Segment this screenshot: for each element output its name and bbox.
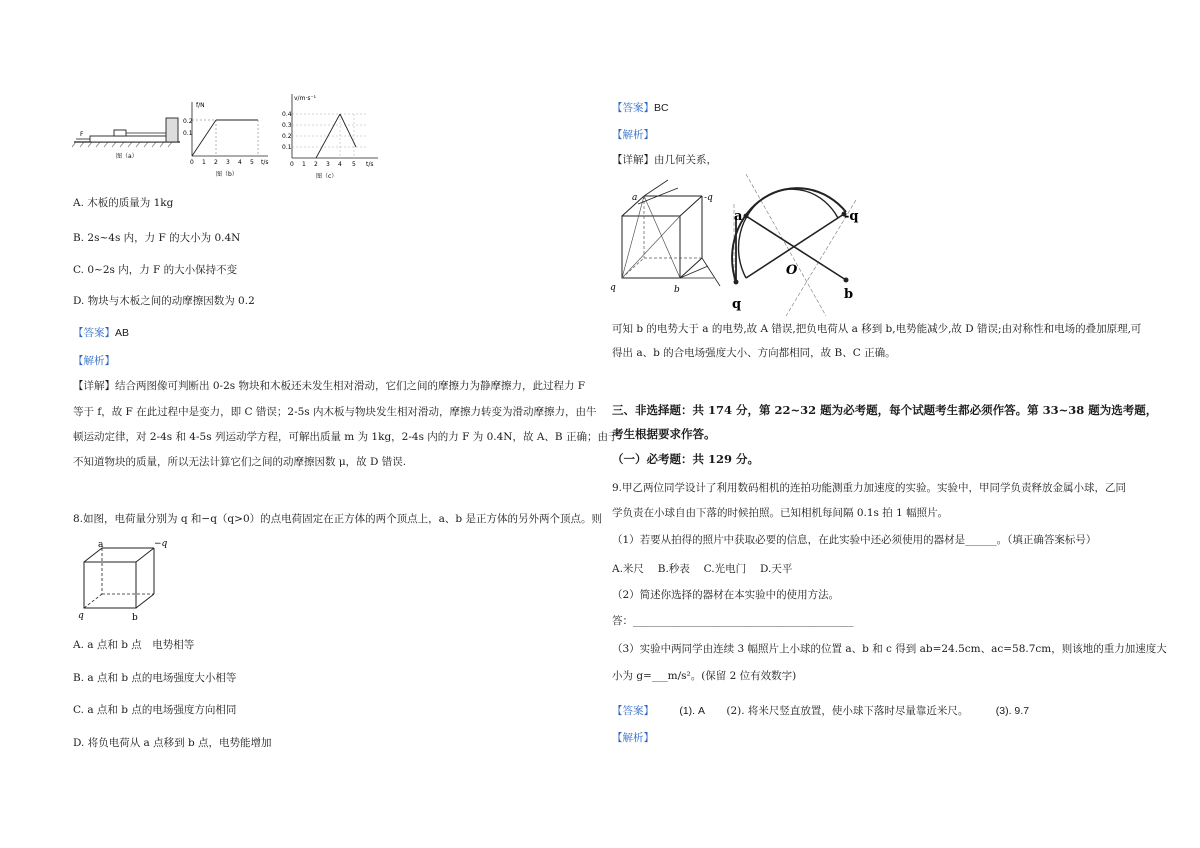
q9-answer-2: (2). 将米尺竖直放置，使小球下落时尽量靠近米尺。: [726, 705, 969, 717]
figure-c-ytick-3: 0.1: [282, 144, 292, 151]
figure-a-svg: [72, 100, 182, 162]
analysis-cube-label-a: a: [632, 193, 638, 203]
q9-part-2: （2）简述你选择的器材在本实验中的使用方法。: [612, 589, 840, 601]
figure-c-xunit: t/s: [366, 161, 374, 168]
figure-b-caption: 图（b）: [216, 171, 238, 178]
q9-stem-line-2: 学负责在小球自由下落的时候拍照。已知相机每间隔 0.1s 拍 1 幅照片。: [612, 507, 949, 519]
cube-label-q: q: [78, 611, 84, 621]
cube-label-a: a: [98, 540, 104, 550]
figure-c: [282, 90, 382, 182]
q8-option-a: A. a 点和 b 点 电势相等: [73, 639, 195, 651]
q8-field-arc-svg: [726, 170, 866, 318]
section-heading-line-1: 三、非选择题：共 174 分，第 22~32 题为必考题，每个试题考生都必须作答。第 33~38 题为选考题，: [612, 403, 1158, 417]
q7-answer: AB: [115, 327, 130, 339]
figure-b-ylabel: f/N: [196, 102, 205, 109]
analysis-cube-label-neg-q: -q: [704, 193, 713, 203]
q8-conclusion-line-1: 得出 a、b 的合电场强度大小、方向都相同，故 B、C 正确。: [612, 347, 896, 359]
figure-b-xtick-0: 0: [190, 159, 194, 166]
q8-detail: 【详解】由几何关系，: [612, 154, 717, 166]
figure-b-xtick-4: 4: [238, 159, 242, 166]
figure-c-svg: [282, 90, 382, 182]
q7-option-c: C. 0~2s 内，力 F 的大小保持不变: [73, 264, 238, 276]
q9-part-3-line-2: 小为 g=___m/s²。(保留 2 位有效数字): [612, 670, 797, 682]
figure-b-xtick-5: 5: [250, 159, 254, 166]
q9-analysis-tag: 【解析】: [612, 732, 654, 744]
figure-c-xtick-4: 4: [338, 161, 342, 168]
q9-answer-blank: 答：__________________________________________: [612, 615, 854, 627]
figure-b: [182, 98, 272, 180]
force-label: F: [80, 131, 84, 138]
figure-b-xunit: t/s: [261, 159, 269, 166]
q8-answer: BC: [654, 102, 669, 114]
figure-b-xtick-2: 2: [214, 159, 218, 166]
q9-part-1: （1）若要从拍得的照片中获取必要的信息，在此实验中还必须使用的器材是______。（填正确答案标号）: [612, 534, 1097, 546]
q8-cube-svg: [74, 538, 174, 624]
cube-label-b: b: [132, 613, 138, 623]
section-subheading: （一）必考题：共 129 分。: [612, 452, 760, 466]
figure-a: [72, 100, 182, 162]
figure-c-ytick-0: 0.4: [282, 111, 292, 118]
figure-c-xtick-3: 3: [326, 161, 330, 168]
q7-detail-line-1: 等于 f，故 F 在此过程中是变力，即 C 错误；2-5s 内木板与物块发生相对滑动，摩擦力转变为滑动摩擦力，由牛: [73, 406, 597, 418]
figure-c-xtick-1: 1: [302, 161, 306, 168]
figure-b-xtick-3: 3: [226, 159, 230, 166]
arc-label-b: b: [844, 287, 854, 302]
figure-c-xtick-2: 2: [314, 161, 318, 168]
figure-c-ytick-1: 0.3: [282, 122, 292, 129]
q8-option-d: D. 将负电荷从 a 点移到 b 点，电势能增加: [73, 737, 272, 749]
q8-answer-line: [612, 101, 669, 115]
q9-choices: A.米尺 B.秒表 C.光电门 D.天平: [612, 563, 793, 575]
arc-label-o: O: [786, 263, 798, 278]
figure-b-xtick-1: 1: [202, 159, 206, 166]
q9-answer-1: (1). A: [679, 705, 706, 717]
figure-c-xtick-0: 0: [290, 161, 294, 168]
analysis-cube-label-q: q: [610, 283, 616, 293]
q7-option-b: B. 2s~4s 内，力 F 的大小为 0.4N: [73, 232, 241, 244]
q7-detail-line-2: 顿运动定律，对 2-4s 和 4-5s 列运动学方程，可解出质量 m 为 1kg，2-4s 内的力 F 为 0.4N，故 A、B 正确；由于: [73, 431, 619, 443]
answer-tag: 【答案】: [73, 327, 115, 339]
q8-stem: 8.如图，电荷量分别为 q 和−q（q>0）的点电荷固定在正方体的两个顶点上，a、b 是正方体的另外两个顶点。则: [73, 513, 602, 525]
figure-b-ytick-0: 0.2: [183, 118, 193, 125]
q7-option-a: A. 木板的质量为 1kg: [73, 197, 174, 209]
section-heading-line-2: 考生根据要求作答。: [612, 427, 716, 441]
q8-analysis-cube-svg: [608, 178, 726, 296]
q9-part-3-line-1: （3）实验中两同学由连续 3 幅照片上小球的位置 a、b 和 c 得到 ab=24.5cm、ac=58.7cm，则该地的重力加速度大: [612, 643, 1167, 655]
analysis-cube-label-b: b: [674, 285, 680, 295]
q8-analysis-tag: 【解析】: [612, 129, 654, 141]
arc-label-q: q: [732, 297, 742, 312]
q8-conclusion-line-0: 可知 b 的电势大于 a 的电势,故 A 错误,把负电荷从 a 移到 b,电势能减少,故 D 错误;由对称性和电场的叠加原理,可: [612, 323, 1142, 335]
figure-b-ytick-1: 0.1: [183, 130, 193, 137]
arc-label-neg-q: -q: [844, 209, 859, 224]
figure-b-svg: [182, 98, 272, 180]
figure-a-caption: 图（a）: [116, 153, 138, 160]
q8-analysis-cube-figure: [608, 178, 726, 296]
q8-option-c: C. a 点和 b 点的电场强度方向相同: [73, 704, 237, 716]
q8-field-arc-figure: [726, 170, 866, 318]
q7-detail-line-0: 【详解】结合两图像可判断出 0-2s 物块和木板还未发生相对滑动，它们之间的摩擦力为静摩擦力，此过程力 F: [73, 380, 586, 392]
arc-label-a: a: [734, 209, 743, 224]
q9-answer-3: (3). 9.7: [995, 705, 1030, 717]
figure-c-ylabel: v/m·s⁻¹: [294, 95, 317, 102]
answer-tag: 【答案】: [612, 102, 654, 114]
figure-c-caption: 图（c）: [316, 173, 338, 180]
q9-stem-line-1: 9.甲乙两位同学设计了利用数码相机的连拍功能测重力加速度的实验。实验中，甲同学负责释放金属小球，乙同: [612, 482, 1127, 494]
figure-c-ytick-2: 0.2: [282, 133, 292, 140]
q7-option-d: D. 物块与木板之间的动摩擦因数为 0.2: [73, 295, 255, 307]
q9-answer-line: [612, 704, 1029, 718]
answer-tag: 【答案】: [612, 705, 654, 717]
q8-option-b: B. a 点和 b 点的电场强度大小相等: [73, 672, 237, 684]
figure-c-xtick-5: 5: [352, 161, 356, 168]
cube-label-neg-q: −q: [154, 539, 168, 549]
q7-detail-line-3: 不知道物块的质量，所以无法计算它们之间的动摩擦因数 μ，故 D 错误.: [73, 456, 407, 468]
q8-cube-figure: [74, 538, 174, 624]
q7-answer-line: [73, 326, 129, 340]
q7-analysis-tag: 【解析】: [73, 355, 115, 367]
